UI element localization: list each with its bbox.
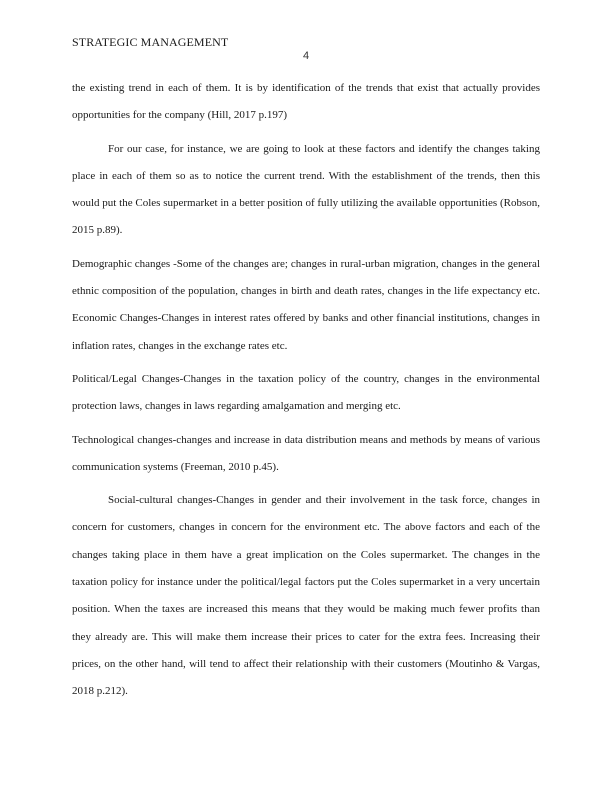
body-text xyxy=(72,75,540,706)
paragraph-continuation: the existing trend in each of them. It is by identification of the trends that exist that actually provides opportunities for the company (Hill, 2017 p.197) xyxy=(72,82,540,122)
paragraph-technological: Technological changes-changes and increase in data distribution means and methods by means of various communication systems (Freeman, 2010 p.45). xyxy=(72,433,540,473)
page-number: 4 xyxy=(302,50,310,62)
paragraph-social-cultural: Social-cultural changes-Changes in gender and their involvement in the task force, changes in concern for customers, changes in concern for the environment etc. The above factors and each of the changes taking place in them have a great implication on the Coles supermarket. The changes in the taxation policy for instance under the political/legal factors put the Coles supermarket in a very uncertain position. When the taxes are increased this means that they would be making much fewer profits than they already are. This will make them increase their prices to cater for the extra fees. Increasing their prices, on the other hand, will tend to affect their relationship with their customers (Moutinho & Vargas, 2018 p.212). xyxy=(72,494,540,698)
paragraph-our-case: For our case, for instance, we are going to look at these factors and identify the changes taking place in each of them so as to notice the current trend. With the establishment of the trends, then this would put the Coles supermarket in a better position of fully utilizing the available opportunities (Robson, 2015 p.89). xyxy=(72,142,540,237)
paragraph-political-legal: Political/Legal Changes-Changes in the taxation policy of the country, changes in the environmental protection laws, changes in laws regarding amalgamation and merging etc. xyxy=(72,372,540,413)
paragraph-demographic-economic: Demographic changes -Some of the changes are; changes in rural-urban migration, changes in the general ethnic composition of the population, changes in birth and death rates, changes in the life expectancy etc. Economic Changes-Changes in interest rates offered by banks and other financial institutions, changes in inflation rates, changes in the exchange rates etc. xyxy=(72,257,540,352)
running-head: STRATEGIC MANAGEMENT xyxy=(72,35,229,49)
